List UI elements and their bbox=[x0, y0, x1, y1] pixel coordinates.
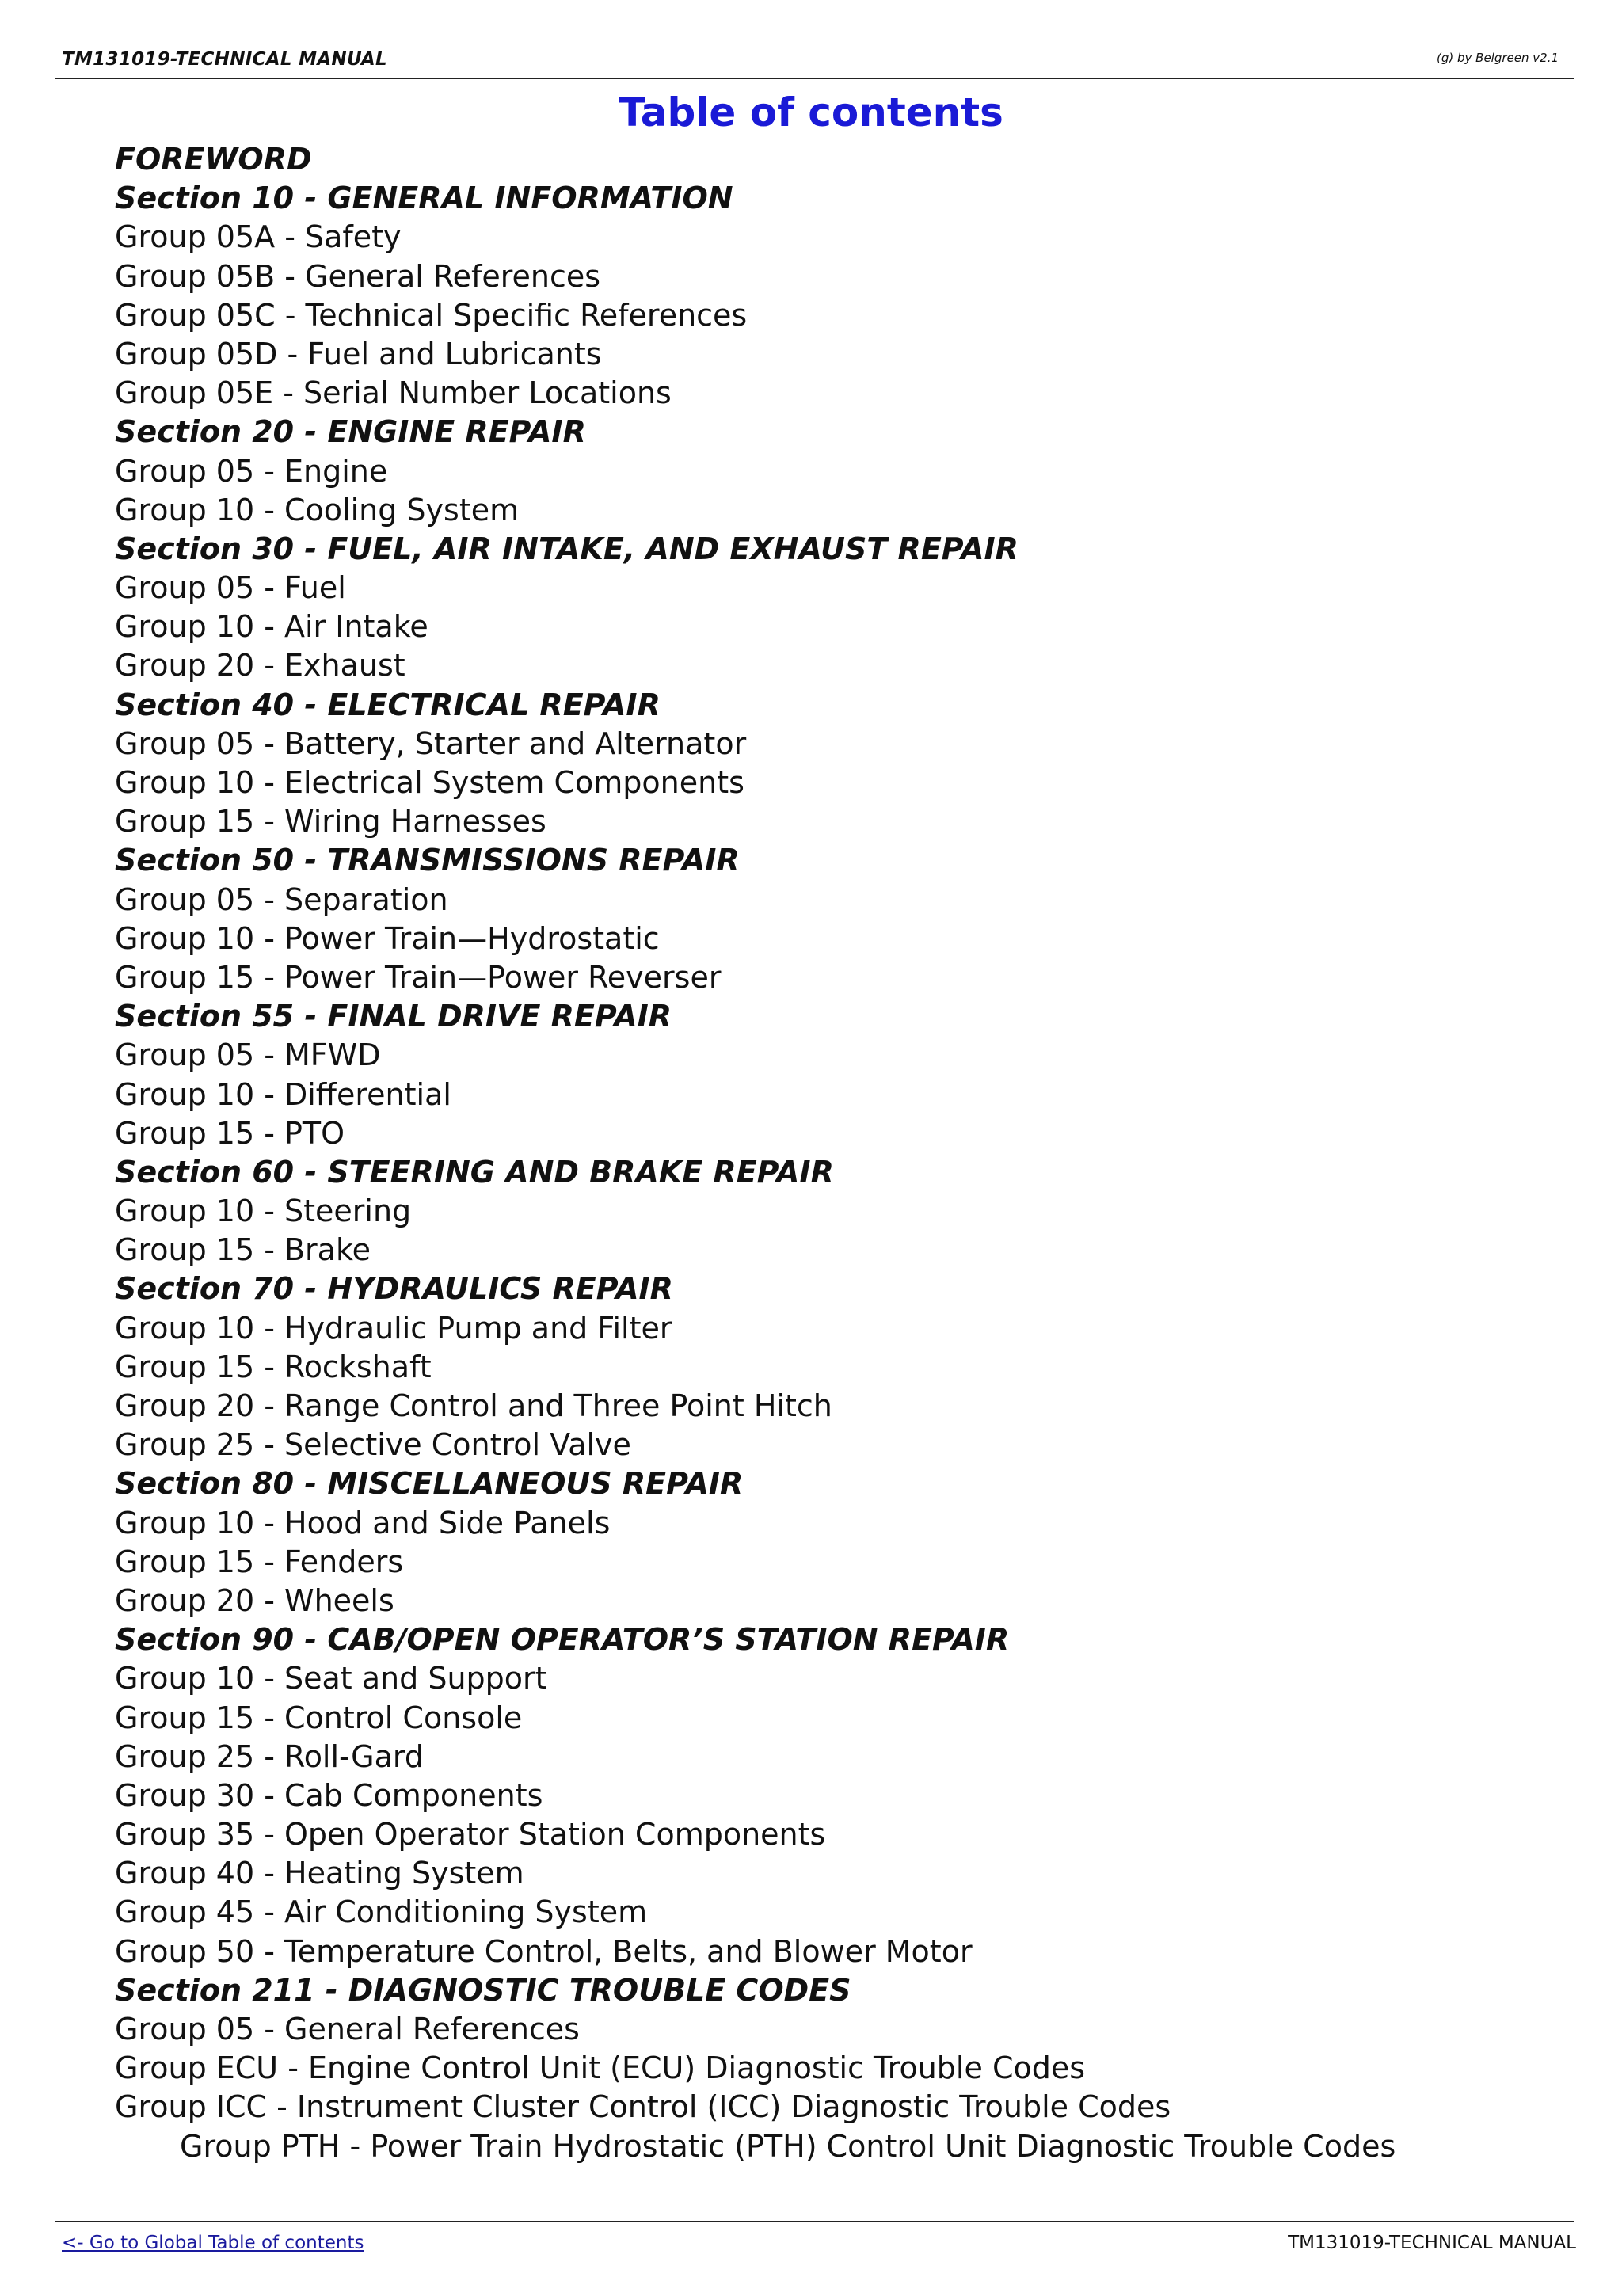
toc-group-entry[interactable]: Group 10 - Power Train—Hydrostatic bbox=[115, 920, 660, 956]
footer-manual-title: TM131019-TECHNICAL MANUAL bbox=[1288, 2233, 1576, 2253]
toc-section-entry[interactable]: Section 30 - FUEL, AIR INTAKE, AND EXHAUST REPAIR bbox=[115, 531, 1019, 566]
toc-section-entry[interactable]: Section 80 - MISCELLANEOUS REPAIR bbox=[115, 1466, 744, 1502]
toc-group-entry[interactable]: Group 05D - Fuel and Lubricants bbox=[115, 336, 602, 371]
toc-group-entry[interactable]: Group ECU - Engine Control Unit (ECU) Diagnostic Trouble Codes bbox=[115, 2050, 1086, 2086]
toc-section-entry[interactable]: FOREWORD bbox=[115, 142, 312, 177]
footer-divider bbox=[55, 2221, 1574, 2222]
page-title: Table of contents bbox=[619, 89, 1003, 135]
toc-section-entry[interactable]: Section 211 - DIAGNOSTIC TROUBLE CODES bbox=[115, 1972, 851, 2008]
toc-section-entry[interactable]: Section 60 - STEERING AND BRAKE REPAIR bbox=[115, 1154, 834, 1190]
toc-group-entry[interactable]: Group 10 - Air Intake bbox=[115, 609, 428, 645]
toc-group-entry[interactable]: Group 10 - Hood and Side Panels bbox=[115, 1505, 611, 1540]
toc-group-entry[interactable]: Group 10 - Steering bbox=[115, 1194, 412, 1229]
toc-group-entry[interactable]: Group ICC - Instrument Cluster Control (ICC) Diagnostic Trouble Codes bbox=[115, 2089, 1171, 2125]
toc-group-entry[interactable]: Group 05 - General References bbox=[115, 2012, 580, 2047]
toc-group-entry[interactable]: Group 45 - Air Conditioning System bbox=[115, 1894, 648, 1930]
document-credit: (g) by Belgreen v2.1 bbox=[1437, 51, 1559, 65]
toc-group-entry[interactable]: Group 05 - Separation bbox=[115, 881, 448, 917]
toc-group-entry[interactable]: Group 05C - Technical Specific References bbox=[115, 297, 748, 333]
toc-group-entry[interactable]: Group 15 - PTO bbox=[115, 1115, 345, 1151]
toc-group-entry[interactable]: Group 10 - Cooling System bbox=[115, 492, 520, 527]
toc-group-entry[interactable]: Group 15 - Control Console bbox=[115, 1700, 523, 1735]
table-of-contents bbox=[115, 140, 1395, 2166]
toc-group-entry[interactable]: Group 10 - Electrical System Components bbox=[115, 765, 744, 800]
toc-section-entry[interactable]: Section 90 - CAB/OPEN OPERATOR’S STATION REPAIR bbox=[115, 1622, 1010, 1658]
toc-group-entry[interactable]: Group 05A - Safety bbox=[115, 219, 402, 255]
toc-group-entry[interactable]: Group 05 - Engine bbox=[115, 453, 388, 489]
toc-group-entry[interactable]: Group 20 - Range Control and Three Point Hitch bbox=[115, 1388, 832, 1423]
toc-section-entry[interactable]: Section 55 - FINAL DRIVE REPAIR bbox=[115, 999, 672, 1034]
toc-group-entry[interactable]: Group 10 - Seat and Support bbox=[115, 1661, 547, 1696]
toc-group-entry[interactable]: Group 05B - General References bbox=[115, 258, 601, 294]
toc-section-entry[interactable]: Section 40 - ELECTRICAL REPAIR bbox=[115, 687, 661, 722]
toc-group-entry[interactable]: Group 05 - Battery, Starter and Alternator bbox=[115, 725, 747, 761]
toc-group-entry[interactable]: Group 05 - MFWD bbox=[115, 1038, 381, 1073]
toc-group-entry[interactable]: Group PTH - Power Train Hydrostatic (PTH) Control Unit Diagnostic Trouble Codes bbox=[180, 2128, 1396, 2164]
toc-group-entry[interactable]: Group 10 - Differential bbox=[115, 1076, 451, 1112]
toc-section-entry[interactable]: Section 20 - ENGINE REPAIR bbox=[115, 414, 586, 450]
header-divider bbox=[55, 78, 1574, 79]
toc-group-entry[interactable]: Group 50 - Temperature Control, Belts, and Blower Motor bbox=[115, 1933, 973, 1969]
toc-section-entry[interactable]: Section 10 - GENERAL INFORMATION bbox=[115, 181, 733, 216]
toc-group-entry[interactable]: Group 15 - Fenders bbox=[115, 1544, 404, 1579]
toc-group-entry[interactable]: Group 15 - Brake bbox=[115, 1232, 371, 1268]
toc-group-entry[interactable]: Group 15 - Wiring Harnesses bbox=[115, 804, 546, 840]
toc-group-entry[interactable]: Group 05 - Fuel bbox=[115, 570, 346, 606]
toc-group-entry[interactable]: Group 30 - Cab Components bbox=[115, 1777, 543, 1813]
toc-group-entry[interactable]: Group 40 - Heating System bbox=[115, 1856, 524, 1891]
toc-section-entry[interactable]: Section 50 - TRANSMISSIONS REPAIR bbox=[115, 843, 740, 878]
document-header-title: TM131019-TECHNICAL MANUAL bbox=[62, 49, 387, 70]
toc-group-entry[interactable]: Group 20 - Exhaust bbox=[115, 648, 406, 683]
toc-group-entry[interactable]: Group 10 - Hydraulic Pump and Filter bbox=[115, 1310, 672, 1346]
toc-group-entry[interactable]: Group 35 - Open Operator Station Components bbox=[115, 1817, 826, 1852]
toc-group-entry[interactable]: Group 05E - Serial Number Locations bbox=[115, 375, 672, 411]
toc-group-entry[interactable]: Group 25 - Roll-Gard bbox=[115, 1738, 424, 1774]
toc-group-entry[interactable]: Group 15 - Power Train—Power Reverser bbox=[115, 959, 722, 995]
global-toc-link[interactable]: <- Go to Global Table of contents bbox=[62, 2233, 364, 2253]
toc-group-entry[interactable]: Group 15 - Rockshaft bbox=[115, 1349, 432, 1384]
toc-section-entry[interactable]: Section 70 - HYDRAULICS REPAIR bbox=[115, 1271, 673, 1307]
toc-group-entry[interactable]: Group 25 - Selective Control Valve bbox=[115, 1427, 631, 1463]
toc-group-entry[interactable]: Group 20 - Wheels bbox=[115, 1582, 394, 1618]
